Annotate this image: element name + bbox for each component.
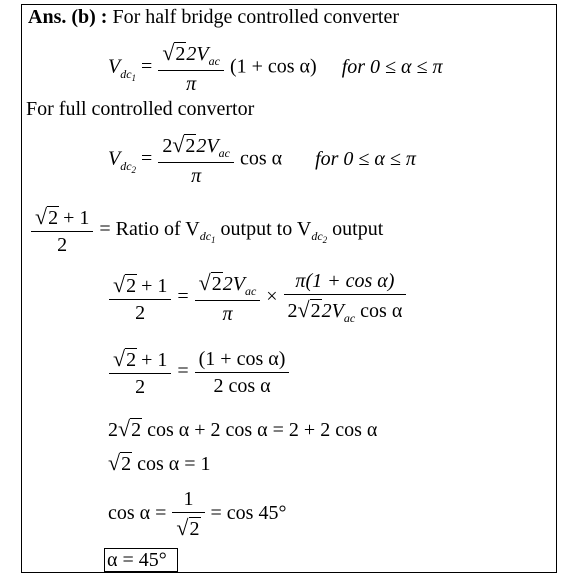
eq5-right-fraction xyxy=(197,348,288,398)
eq3-sub-b: dc xyxy=(311,229,323,244)
eq8-num: 1 xyxy=(183,488,194,510)
equation-cos-alpha xyxy=(108,488,286,541)
eq4-right-den-tail: cos α xyxy=(355,300,403,322)
eq6-root: 2 xyxy=(131,419,142,441)
eq2-num-pre: 2 xyxy=(162,135,173,157)
eq4-mid-num: 2V xyxy=(222,273,245,295)
eq2-num: 2V xyxy=(196,135,219,157)
eq2-num-sub: ac xyxy=(218,146,230,160)
eq2-range: for 0 ≤ α ≤ π xyxy=(315,147,416,170)
eq2-den: π xyxy=(158,162,234,188)
eq3-fraction: $\frac{√2 + 1}{2}$ xyxy=(33,204,91,257)
eq4-left-den: 2 xyxy=(109,299,171,325)
equation-ratio-expanded: $\frac{√2 + 1}{2}$ = $\frac{√22V_{ac}}{\pi}$ × $\frac{\text{π(1 + cos α)}}{2√22V_{ac} \cos \alpha}$ xyxy=(108,270,407,326)
eq3-text-b: output to V xyxy=(215,218,312,241)
answer-header xyxy=(28,6,399,29)
eq7-tail: cos α = 1 xyxy=(132,453,211,475)
full-converter-text: For full controlled convertor xyxy=(26,98,255,120)
eq4-mid-fraction: $\frac{√22V_{ac}}{\pi}$ xyxy=(197,270,259,326)
equation-full-converter: $V_{dc_2}$ = $\frac{2√22V_{ac}}{\pi}$ cos α for 0 ≤ α ≤ π xyxy=(108,132,416,187)
eq8-den: 2 xyxy=(189,518,200,540)
eq2-fraction: $\frac{2√22V_{ac}}{\pi}$ xyxy=(160,132,232,188)
eq5-left-den: 2 xyxy=(109,373,171,399)
eq4-left-fraction: $\frac{√2 + 1}{2}$ xyxy=(111,272,169,325)
eq4-right-num: π(1 + cos α) xyxy=(295,270,395,292)
eq4-right-den: 2V xyxy=(321,300,344,322)
answer-intro-text: For half bridge controlled converter xyxy=(112,6,400,28)
eq4-right-den-sub: ac xyxy=(343,311,356,325)
eq5-right-den: 2 cos α xyxy=(195,372,290,398)
eq5-left-fraction: $\frac{√2 + 1}{2}$ xyxy=(111,346,169,399)
eq2-lhs-sub: dc xyxy=(120,158,132,173)
eq1-lhs-sub: dc xyxy=(120,66,132,81)
eq4-right-den-pre: 2 xyxy=(287,300,298,322)
equation-ratio xyxy=(30,204,383,257)
eq2-lhs: V xyxy=(108,147,121,170)
eq4-mid-den: π xyxy=(195,300,261,326)
equation-cross-multiply: 2√2 cos α + 2 cos α = 2 + 2 cos α xyxy=(108,416,378,441)
eq1-num: 2V xyxy=(186,43,209,65)
eq1-den: π xyxy=(158,70,224,96)
eq1-lhs-subsub: 1 xyxy=(131,72,137,83)
eq2-tail: cos α xyxy=(239,147,283,170)
eq4-mid-sub: ac xyxy=(244,284,257,298)
eq4-times: × xyxy=(266,285,278,308)
eq8-fraction: $\frac{1}{√2}$ xyxy=(174,488,202,541)
eq8-rhs: = cos 45° xyxy=(210,502,287,525)
eq1-tail: (1 + cos α) xyxy=(229,55,317,78)
eq3-subsub-b: 2 xyxy=(322,235,328,246)
eq3-sub-a: dc xyxy=(199,229,212,244)
equation-ratio-simplified: $\frac{√2 + 1}{2}$ = $\frac{\text{(1 + cos α)}}{\text{2 cos α}}$ xyxy=(108,346,290,399)
eq1-range: for 0 ≤ α ≤ π xyxy=(341,55,443,78)
eq4-right-fraction: $\frac{\text{π(1 + cos α)}}{2√22V_{ac} \cos \alpha}$ xyxy=(286,270,405,326)
eq1-lhs: V xyxy=(108,55,121,78)
eq8-lhs: cos α = xyxy=(108,502,167,525)
eq7-root: 2 xyxy=(121,453,132,475)
eq3-den: 2 xyxy=(31,231,93,257)
eq6-pre: 2 xyxy=(108,419,118,441)
answer-label: Ans. (b) : xyxy=(28,6,108,28)
eq3-text-c: output xyxy=(327,218,384,241)
eq2-lhs-subsub: 2 xyxy=(131,164,137,175)
eq1-fraction: $\frac{√22V_{ac}}{\pi}$ xyxy=(160,40,222,96)
equation-half-bridge: $V_{dc_1}$ = $\frac{√22V_{ac}}{\pi}$ (1 + cos α) for 0 ≤ α ≤ π xyxy=(108,40,443,95)
eq6-tail: cos α + 2 cos α = 2 + 2 cos α xyxy=(142,419,378,441)
final-answer: α = 45° xyxy=(107,549,167,571)
eq3-text-a: = Ratio of V xyxy=(99,218,200,241)
eq1-num-sub: ac xyxy=(208,54,220,68)
eq5-right-num: (1 + cos α) xyxy=(198,347,286,370)
equation-cos-root: √2 cos α = 1 xyxy=(108,450,211,475)
eq3-subsub-a: 1 xyxy=(211,235,216,246)
